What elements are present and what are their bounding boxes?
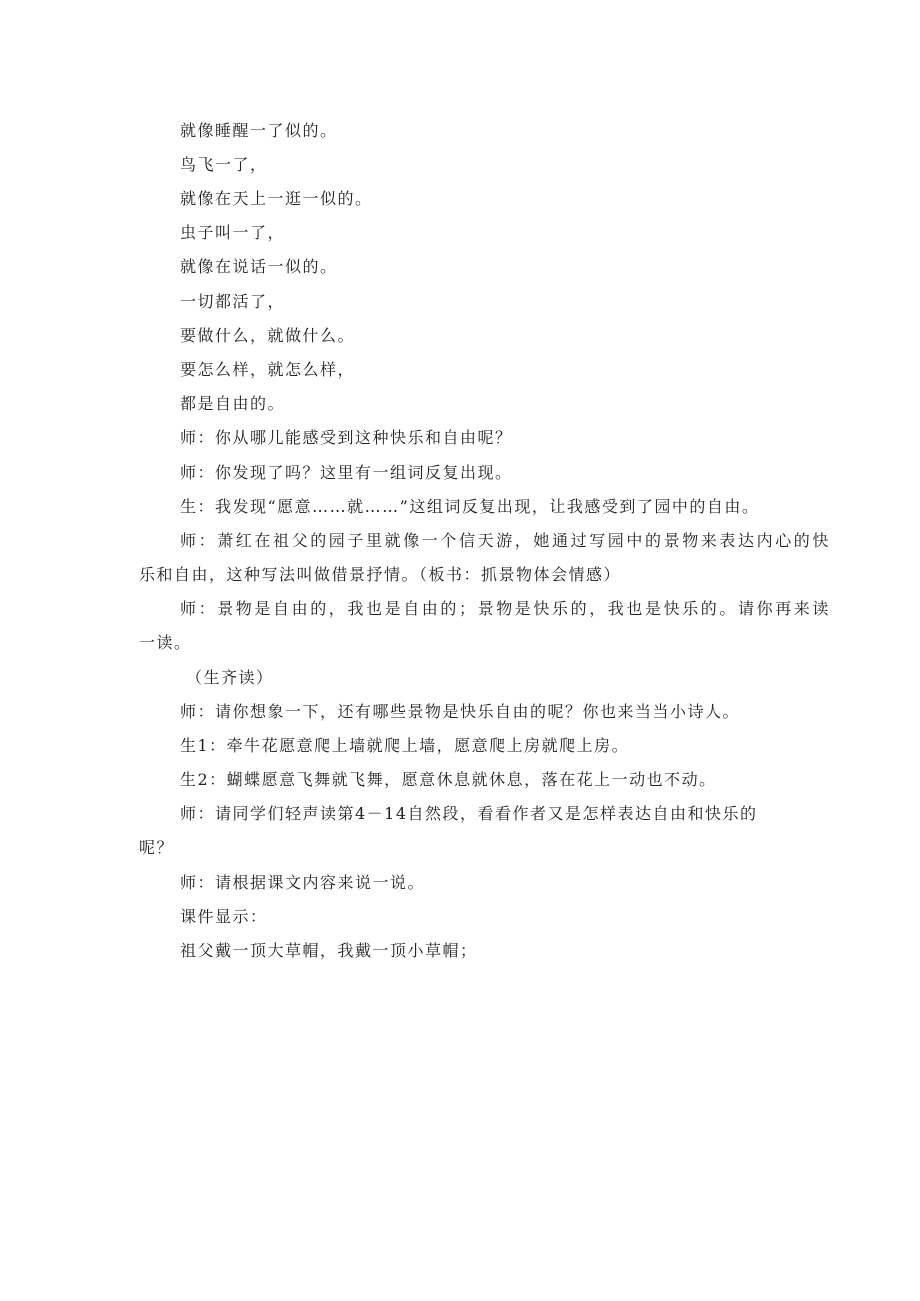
text-line-25: 祖父戴一顶大草帽，我戴一顶小草帽； bbox=[180, 941, 478, 960]
text-line-23: 师：请根据课文内容来说一说。 bbox=[180, 873, 426, 892]
text-line-12: 生：我发现“愿意……就……”这组词反复出现，让我感受到了园中的自由。 bbox=[180, 497, 760, 516]
text-line-11: 师：你发现了吗？这里有一组词反复出现。 bbox=[180, 463, 513, 482]
text-line-7: 要做什么，就做什么。 bbox=[180, 326, 356, 345]
text-line-10: 师：你从哪儿能感受到这种快乐和自由呢？ bbox=[180, 428, 513, 447]
text-line-3: 就像在天上一逛一似的。 bbox=[180, 189, 373, 208]
text-line-2: 鸟飞一了， bbox=[180, 155, 268, 174]
text-line-8: 要怎么样，就怎么样， bbox=[180, 360, 356, 379]
text-line-20: 生2：蝴蝶愿意飞舞就飞舞，愿意休息就休息，落在花上一动也不动。 bbox=[180, 770, 717, 789]
text-line-9: 都是自由的。 bbox=[180, 394, 286, 413]
text-line-15: 师：景物是自由的，我也是自由的；景物是快乐的，我也是快乐的。请你再来读 bbox=[180, 599, 832, 618]
text-line-6: 一切都活了， bbox=[180, 292, 286, 311]
text-line-1: 就像睡醒一了似的。 bbox=[180, 121, 338, 140]
text-line-21: 师：请同学们轻声读第4－14自然段，看看作者又是怎样表达自由和快乐的 bbox=[180, 804, 758, 823]
text-line-17: （生齐读） bbox=[186, 668, 274, 687]
text-line-4: 虫子叫一了， bbox=[180, 223, 286, 242]
text-line-5: 就像在说话一似的。 bbox=[180, 257, 338, 276]
text-line-24: 课件显示： bbox=[180, 907, 268, 926]
text-line-16: 一读。 bbox=[139, 633, 192, 652]
text-line-22: 呢？ bbox=[139, 838, 175, 857]
text-line-13: 师：萧红在祖父的园子里就像一个信天游，她通过写园中的景物来表达内心的快 bbox=[180, 531, 832, 550]
text-line-14: 乐和自由，这种写法叫做借景抒情。（板书：抓景物体会情感） bbox=[139, 565, 622, 584]
text-line-18: 师：请你想象一下，还有哪些景物是快乐自由的呢？你也来当当小诗人。 bbox=[180, 702, 741, 721]
text-line-19: 生1：牵牛花愿意爬上墙就爬上墙，愿意爬上房就爬上房。 bbox=[180, 736, 630, 755]
